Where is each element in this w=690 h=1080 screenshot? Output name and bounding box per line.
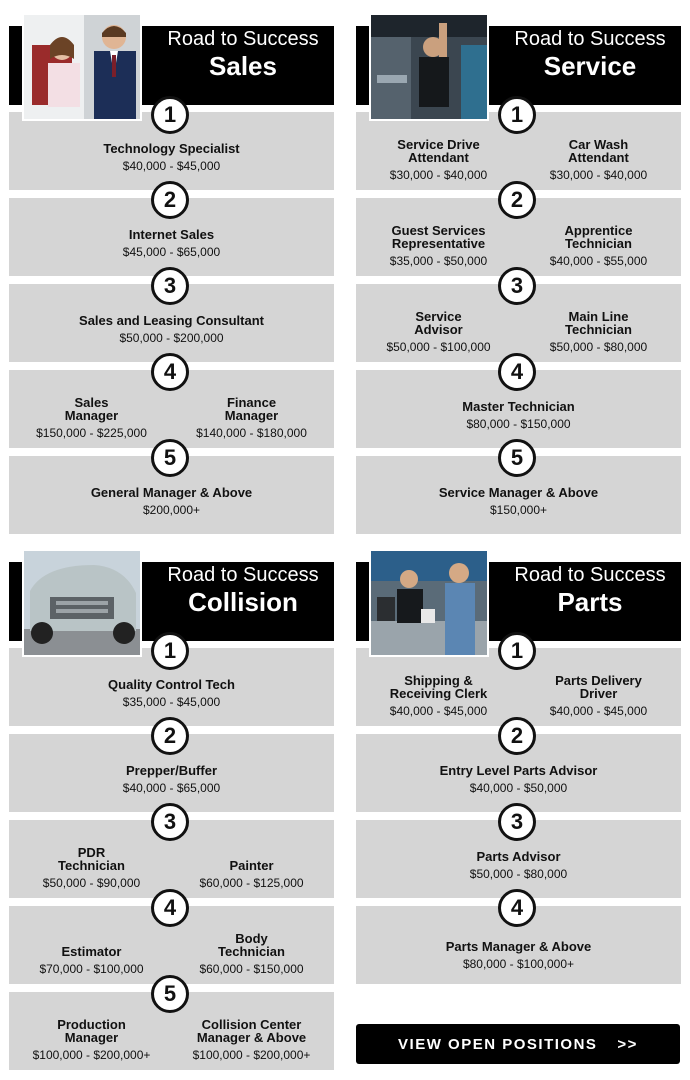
job-salary: $40,000 - $45,000 — [549, 704, 648, 718]
job-title: Apprentice — [564, 223, 633, 238]
job — [9, 228, 334, 259]
job-salary: $35,000 - $50,000 — [389, 254, 488, 268]
header-prefix: Road to Success — [514, 564, 666, 586]
job-salary: $40,000 - $55,000 — [549, 254, 648, 268]
job-salary: $60,000 - $150,000 — [199, 962, 304, 976]
parts-title — [499, 563, 681, 617]
job-title: Sales and Leasing Consultant — [79, 313, 264, 328]
job-title: Prepper/Buffer — [125, 763, 218, 778]
section-name: Service — [543, 51, 637, 81]
job — [174, 932, 329, 976]
job-title: Master Technician — [462, 399, 575, 414]
section-name: Sales — [209, 51, 277, 81]
job — [356, 764, 681, 795]
cta-label: VIEW OPEN POSITIONS — [398, 1035, 598, 1053]
job-title: Production — [57, 1017, 126, 1032]
job-salary: $200,000+ — [142, 503, 201, 517]
level-badge: 4 — [498, 889, 536, 927]
job — [356, 850, 681, 881]
job-title: Service — [415, 309, 462, 324]
header-prefix: Road to Success — [514, 28, 666, 50]
job-title: Collision Center — [201, 1017, 302, 1032]
job — [9, 142, 334, 173]
level-badge: 3 — [498, 267, 536, 305]
level-badge: 4 — [151, 353, 189, 391]
job — [356, 400, 681, 431]
job-salary: $40,000 - $65,000 — [122, 781, 221, 795]
job-title: Advisor — [414, 322, 463, 337]
job-title: Sales — [74, 395, 109, 410]
view-open-positions-button[interactable] — [356, 1024, 680, 1064]
level-badge: 2 — [151, 181, 189, 219]
job — [9, 764, 334, 795]
job — [521, 310, 676, 354]
job-title: Service Drive — [397, 137, 480, 152]
job-title: Manager & Above — [196, 1030, 307, 1045]
job-salary: $40,000 - $45,000 — [389, 704, 488, 718]
level-badge: 3 — [498, 803, 536, 841]
job — [9, 314, 334, 345]
job-title: Manager — [224, 408, 279, 423]
job-title: Service Manager & Above — [438, 485, 599, 500]
job-title: Guest Services — [391, 223, 486, 238]
job-title: Car Wash — [568, 137, 629, 152]
job-title: Finance — [226, 395, 277, 410]
job-salary: $150,000+ — [489, 503, 548, 517]
job-title: Internet Sales — [128, 227, 215, 242]
job-salary: $80,000 - $150,000 — [466, 417, 571, 431]
job-title: Technician — [218, 944, 285, 959]
sales-photo — [22, 13, 142, 121]
job — [14, 945, 169, 976]
level-badge: 4 — [151, 889, 189, 927]
header-prefix: Road to Success — [167, 28, 319, 50]
section-name: Parts — [557, 587, 623, 617]
job-salary: $50,000 - $100,000 — [386, 340, 491, 354]
parts-photo — [369, 549, 489, 657]
job-title: Parts Delivery — [555, 673, 642, 688]
level-badge: 2 — [151, 717, 189, 755]
job-title: Painter — [229, 858, 274, 873]
job-salary: $40,000 - $45,000 — [122, 159, 221, 173]
job-title: PDR — [77, 845, 106, 860]
level-badge: 5 — [151, 975, 189, 1013]
job — [356, 940, 681, 971]
level-badge: 3 — [151, 267, 189, 305]
job-salary: $60,000 - $125,000 — [199, 876, 304, 890]
level-badge: 1 — [498, 96, 536, 134]
job-title: Parts Advisor — [476, 849, 561, 864]
section-name: Collision — [188, 587, 298, 617]
job-title: Quality Control Tech — [108, 677, 235, 692]
level-badge: 4 — [498, 353, 536, 391]
job-salary: $50,000 - $90,000 — [42, 876, 141, 890]
job-title: Main Line — [568, 309, 629, 324]
job-salary: $30,000 - $40,000 — [549, 168, 648, 182]
job-title: Attendant — [408, 150, 469, 165]
job — [174, 859, 329, 890]
double-chevron-right-icon: >> — [617, 1035, 638, 1053]
service-photo — [369, 13, 489, 121]
job-title: Manager — [64, 1030, 119, 1045]
level-badge: 1 — [151, 632, 189, 670]
job — [14, 396, 169, 440]
job-salary: $70,000 - $100,000 — [39, 962, 144, 976]
job-title: Representative — [391, 236, 486, 251]
job — [361, 310, 516, 354]
header-prefix: Road to Success — [167, 564, 319, 586]
job-salary: $50,000 - $200,000 — [119, 331, 224, 345]
job-salary: $80,000 - $100,000+ — [462, 957, 575, 971]
job-title: Attendant — [568, 150, 629, 165]
job-salary: $140,000 - $180,000 — [196, 426, 307, 440]
job-title: Technician — [58, 858, 125, 873]
collision-photo — [22, 549, 142, 657]
job-title: Technology Specialist — [103, 141, 240, 156]
sales-title — [152, 27, 334, 81]
job — [9, 678, 334, 709]
job — [14, 1018, 169, 1062]
collision-title — [152, 563, 334, 617]
service-title — [499, 27, 681, 81]
job-salary: $45,000 - $65,000 — [122, 245, 221, 259]
level-badge: 2 — [498, 181, 536, 219]
job — [174, 396, 329, 440]
job — [521, 138, 676, 182]
job-salary: $100,000 - $200,000+ — [32, 1048, 151, 1062]
job-title: Driver — [579, 686, 618, 701]
job — [521, 224, 676, 268]
job-title: Shipping & — [404, 673, 473, 688]
job-salary: $50,000 - $80,000 — [469, 867, 568, 881]
job-title: Technician — [565, 236, 632, 251]
job — [356, 486, 681, 517]
job-salary: $150,000 - $225,000 — [36, 426, 147, 440]
job-title: Entry Level Parts Advisor — [439, 763, 598, 778]
job — [174, 1018, 329, 1062]
level-badge: 2 — [498, 717, 536, 755]
job-title: Estimator — [61, 944, 122, 959]
job-salary: $35,000 - $45,000 — [122, 695, 221, 709]
job-title: General Manager & Above — [90, 485, 253, 500]
job-salary: $30,000 - $40,000 — [389, 168, 488, 182]
job-title: Technician — [565, 322, 632, 337]
level-badge: 1 — [151, 96, 189, 134]
job — [361, 138, 516, 182]
level-badge: 5 — [151, 439, 189, 477]
job — [361, 224, 516, 268]
job-salary: $50,000 - $80,000 — [549, 340, 648, 354]
job — [14, 846, 169, 890]
job — [521, 674, 676, 718]
job — [361, 674, 516, 718]
job-title: Manager — [64, 408, 119, 423]
job-title: Body — [235, 931, 268, 946]
job-title: Receiving Clerk — [389, 686, 488, 701]
job — [9, 486, 334, 517]
level-badge: 1 — [498, 632, 536, 670]
level-badge: 3 — [151, 803, 189, 841]
level-badge: 5 — [498, 439, 536, 477]
job-title: Parts Manager & Above — [445, 939, 592, 954]
job-salary: $40,000 - $50,000 — [469, 781, 568, 795]
job-salary: $100,000 - $200,000+ — [192, 1048, 311, 1062]
